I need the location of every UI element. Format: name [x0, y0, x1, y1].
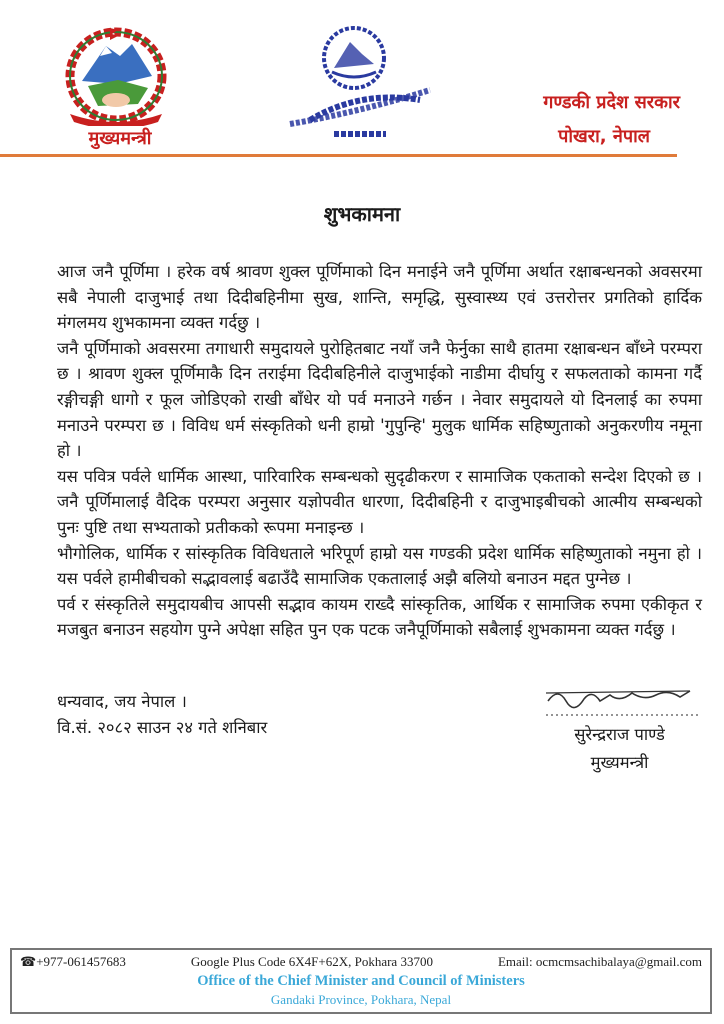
letter-title: शुभकामना	[323, 202, 401, 226]
footer-plus-code: Google Plus Code 6X4F+62X, Pokhara 33700	[190, 954, 433, 969]
letter-main	[57, 259, 702, 777]
footer-office-name: Office of the Chief Minister and Council of Ministers	[197, 973, 525, 989]
signatory-text	[574, 721, 665, 777]
paragraph: पर्व र संस्कृतिले समुदायबीच आपसी सद्भाव कायम राख्दै सांस्कृतिक, आर्थिक र सामाजिक रुपमा एकीकृत र मजबुत बनाउन सहयोग पुग्ने अपेक्षा सहित पुन एक पटक जनैपूर्णिमाको सबैलाई शुभकामना व्यक्त गर्दछु ।	[57, 594, 702, 640]
closing-block	[57, 681, 267, 741]
closing-thanks: धन्यवाद, जय नेपाल ।	[57, 691, 187, 711]
header-divider	[0, 154, 677, 157]
closing-row	[57, 681, 702, 777]
footer-phone: ☎+977-061457683	[20, 954, 126, 969]
signatory-designation: मुख्यमन्त्री	[590, 752, 649, 772]
signature-block	[537, 681, 702, 777]
letter-body	[57, 259, 702, 643]
letterhead-footer	[10, 948, 712, 1014]
paragraph: जनै पूर्णिमाको अवसरमा तगाधारी समुदायले पुरोहितबाट नयाँ जनै फेर्नुका साथै हातमा रक्षाबन्धन बाँध्ने परम्परा छ । श्रावण शुक्ल पूर्णिमाकै दिन तराईमा दिदीबहिनीले दाजुभाईको नाडीमा दीर्घायु र सफलताको कामना गर्दै रङ्गीचङ्गी धागो र फूल जोडिएको राखी बाँधेर यो पर्व मनाउने गर्छन । नेवार समुदायले यो दिनलाई का रुपमा मनाउने परम्परा छ । विविध धर्म संस्कृतिको धनी हाम्रो 'गुपुन्हि' मुलुक धार्मिक सहिष्णुताको अनुकरणीय नमूना हो ।	[57, 338, 702, 461]
letter-date: वि.सं. २०८२ साउन २४ गते शनिबार	[57, 717, 268, 737]
telephone-icon: ☎	[20, 954, 37, 969]
paragraph: आज जनै पूर्णिमा । हरेक वर्ष श्रावण शुक्ल पूर्णिमाको दिन मनाईने जनै पूर्णिमा अर्थात रक्षाबन्धनको अवसरमा सबै नेपाली दाजुभाई तथा दिदीबहिनीमा सुख, शान्ति, समृद्धि, सुस्वास्थ्य एवं उत्तरोत्तर प्रगतिको हार्दिक मंगलमय शुभकामना व्यक्त गर्दछु ।	[57, 262, 702, 333]
nepal-emblem-logo	[58, 26, 174, 126]
government-location: पोखरा, नेपाल	[558, 126, 650, 147]
provincial-government-name: गण्डकी प्रदेश सरकार	[543, 92, 680, 113]
footer-email: Email: ocmcmsachibalaya@gmail.com	[497, 954, 702, 969]
handwritten-signature	[540, 681, 700, 721]
paragraph: यस पवित्र पर्वले धार्मिक आस्था, पारिवारिक सम्बन्धको सुदृढीकरण र सामाजिक एकताको सन्देश दिएको छ । जनै पूर्णिमालाई वैदिक परम्परा अनुसार यज्ञोपवीत धारणा, दिदीबहिनी र दाजुभाइबीचको आत्मीय सम्बन्धको पुनः पुष्टि तथा सभ्यताको प्रतीकको रूपमा मनाइन्छ ।	[57, 466, 702, 537]
chief-minister-label: मुख्यमन्त्री	[88, 128, 152, 149]
paragraph: भौगोलिक, धार्मिक र सांस्कृतिक विविधताले भरिपूर्ण हाम्रो यस गण्डकी प्रदेश धार्मिक सहिष्णुताको नमुना हो । यस पर्वले हामीबीचको सद्भावलाई बढाउँदै सामाजिक एकतालाई अझै बलियो बनाउन मद्दत पुग्नेछ ।	[57, 543, 702, 589]
secretariat-seal-logo	[270, 20, 450, 138]
signatory-name: सुरेन्द्रराज पाण्डे	[574, 724, 665, 744]
footer-address: Gandaki Province, Pokhara, Nepal	[270, 992, 452, 1007]
